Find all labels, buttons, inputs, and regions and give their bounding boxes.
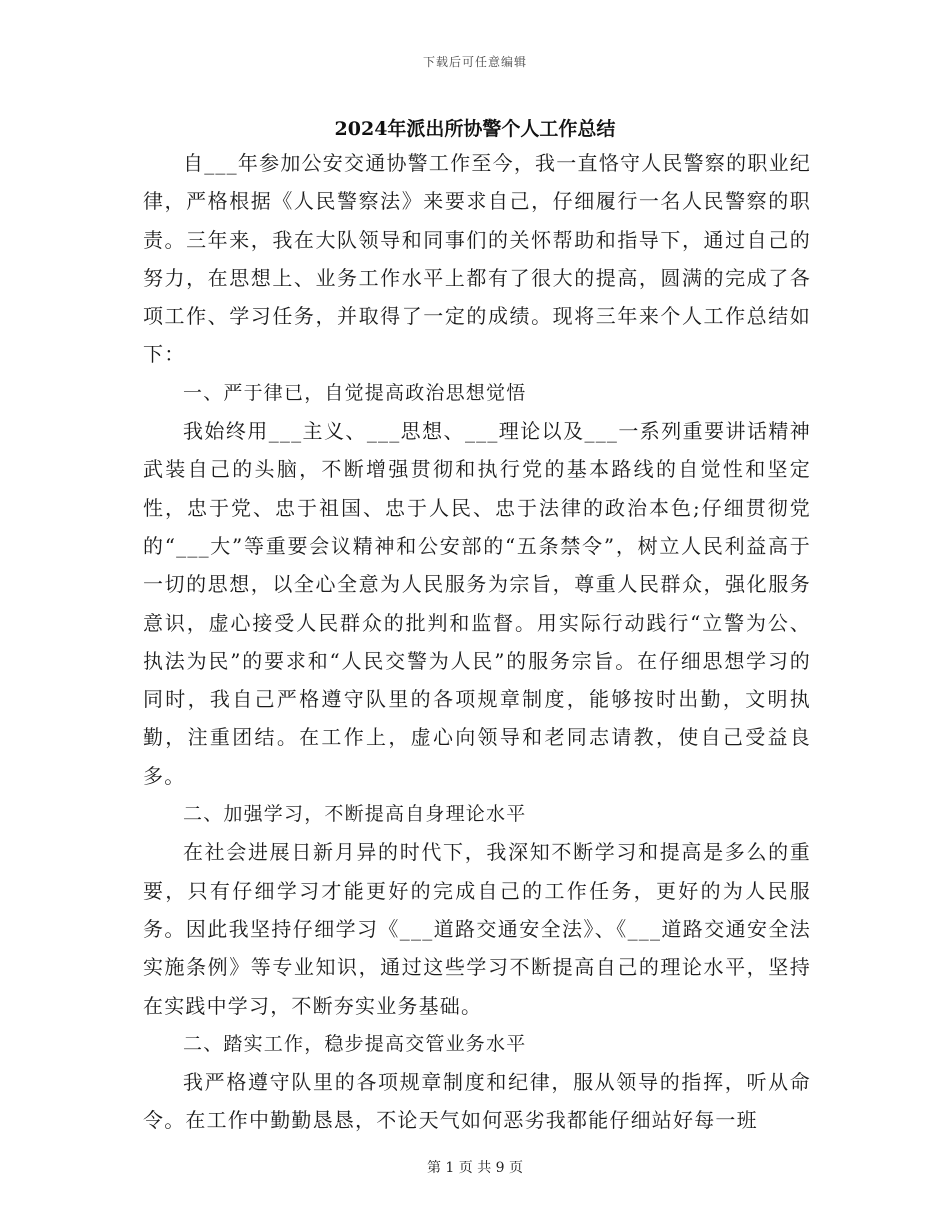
header-note: 下载后可任意编辑	[422, 55, 527, 69]
paragraph-intro: 自___年参加公安交通协警工作至今，我一直恪守人民警察的职业纪律，严格根据《人民警察法》来要求自己，仔细履行一名人民警察的职责。三年来，我在大队领导和同事们的关怀帮助和指导下，通过自己的努力，在思想上、业务工作水平上都有了很大的提高，圆满的完成了各项工作、学习任务，并取得了一定的成绩。现将三年来个人工作总结如下：	[143, 151, 811, 367]
section-heading-3: 二、踏实工作，稳步提高交管业务水平	[183, 1032, 527, 1055]
section-heading-1: 一、严于律已，自觉提高政治思想觉悟	[183, 381, 527, 404]
section-heading-2: 二、加强学习，不断提高自身理论水平	[183, 803, 527, 826]
document-title: 2024年派出所协警个人工作总结	[334, 118, 616, 140]
page-number-footer: 第 1 页 共 9 页	[426, 1160, 524, 1176]
paragraph-section-1: 我始终用___主义、___思想、___理论以及___一系列重要讲话精神武装自己的头脑，不断增强贯彻和执行党的基本路线的自觉性和坚定性，忠于党、忠于祖国、忠于人民、忠于法律的政治本色;仔细贯彻党的“___大”等重要会议精神和公安部的“五条禁令”，树立人民利益高于一切的思想，以全心全意为人民服务为宗旨，尊重人民群众，强化服务意识，虚心接受人民群众的批判和监督。用实际行动践行“立警为公、执法为民”的要求和“人民交警为人民”的服务宗旨。在仔细思想学习的同时，我自己严格遵守队里的各项规章制度，能够按时出勤，文明执勤，注重团结。在工作上，虚心向领导和老同志请教，使自己受益良多。	[143, 419, 811, 788]
paragraph-section-2: 在社会进展日新月异的时代下，我深知不断学习和提高是多么的重要，只有仔细学习才能更好的完成自己的工作任务，更好的为人民服务。因此我坚持仔细学习《___道路交通安全法》、《___道路交通安全法实施条例》等专业知识，通过这些学习不断提高自己的理论水平，坚持在实践中学习，不断夯实业务基础。	[143, 840, 811, 1018]
document-body	[143, 144, 811, 1140]
paragraph-section-3: 我严格遵守队里的各项规章制度和纪律，服从领导的指挥，听从命令。在工作中勤勤恳恳，不论天气如何恶劣我都能仔细站好每一班	[143, 1070, 811, 1133]
